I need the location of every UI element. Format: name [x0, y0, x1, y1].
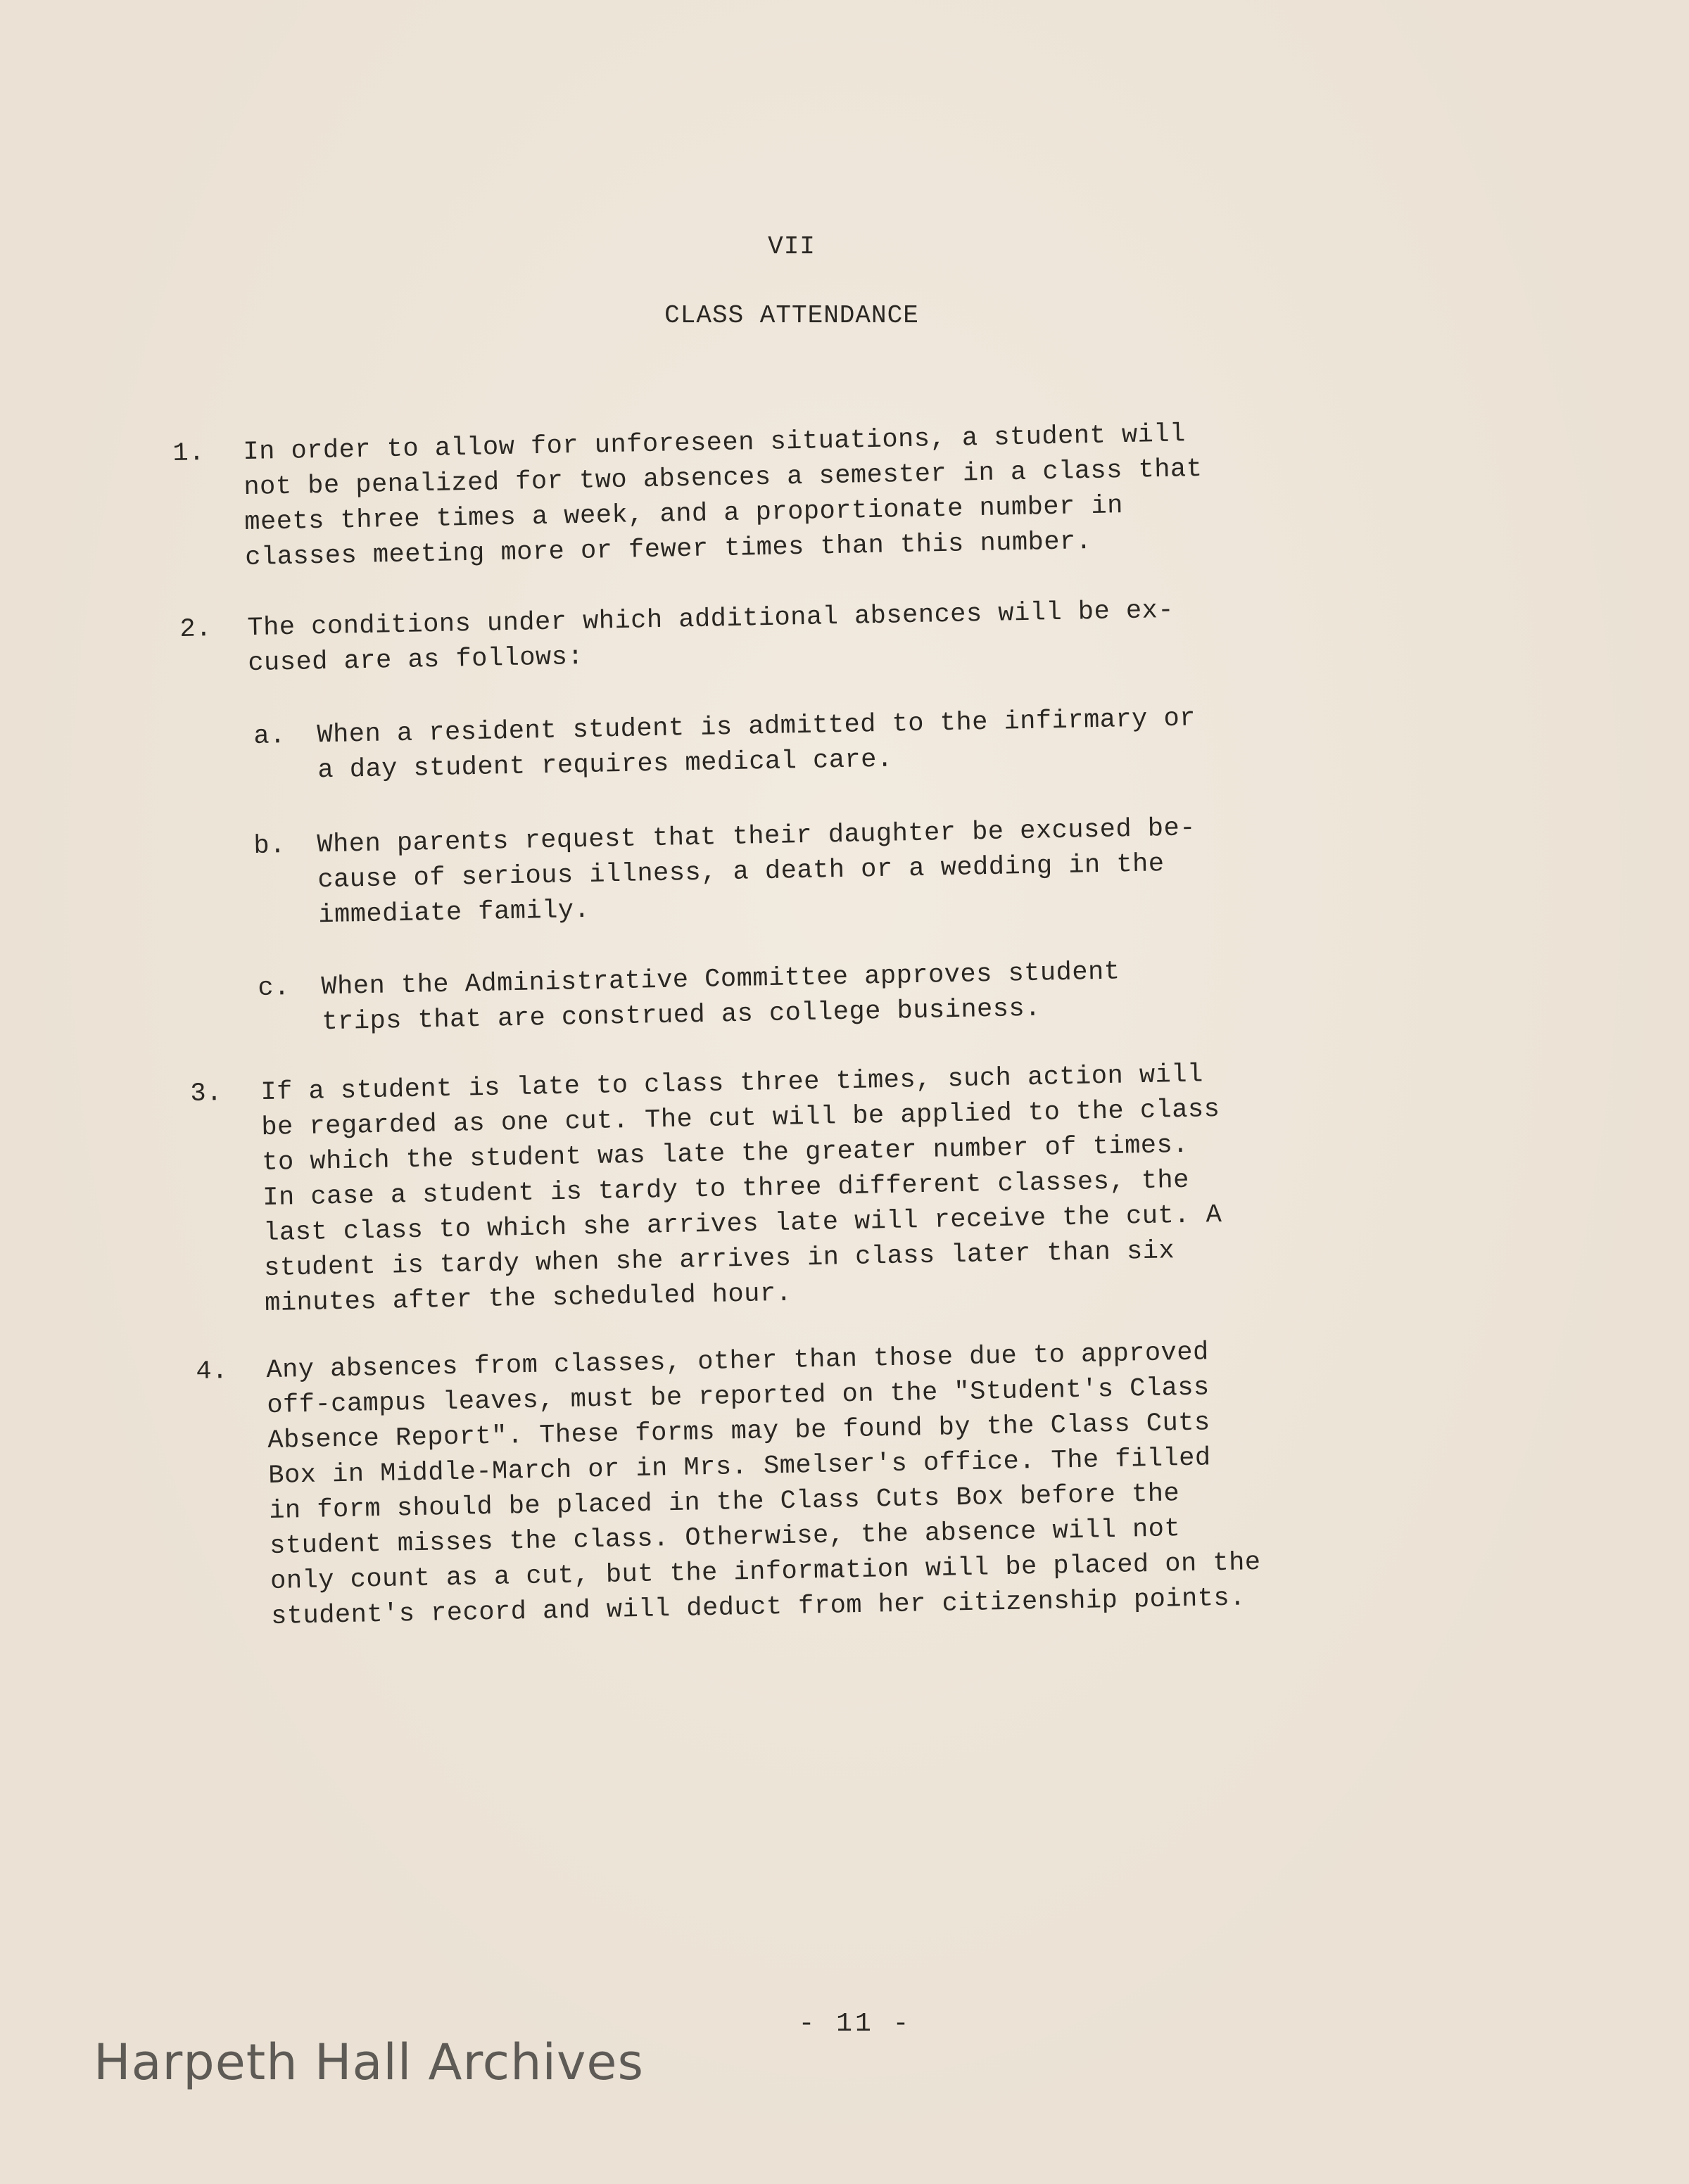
- text-line: When parents request that their daughter be excused be-: [317, 813, 1196, 861]
- text-line: Any absences from classes, other than those due to approved: [266, 1338, 1210, 1386]
- sub-item-text: [317, 811, 1197, 933]
- item-number: 2.: [179, 614, 213, 645]
- sub-item-text: [321, 954, 1121, 1040]
- text-line: In case a student is tardy to three different classes, the: [262, 1165, 1190, 1214]
- rule-item-4: [196, 1334, 1262, 1636]
- item-number: 4.: [196, 1357, 229, 1387]
- item-text: [247, 593, 1175, 681]
- text-line: The conditions under which additional absences will be ex-: [247, 595, 1175, 644]
- text-line: Absence Report". These forms may be found by the Class Cuts: [267, 1408, 1211, 1456]
- archive-watermark: Harpeth Hall Archives: [94, 2033, 644, 2091]
- text-line: not be penalized for two absences a semester in a class that: [243, 454, 1203, 503]
- text-line: classes meeting more or fewer times than this number.: [244, 526, 1092, 573]
- section-title: CLASS ATTENDANCE: [664, 301, 919, 330]
- rule-item-3: [190, 1057, 1224, 1323]
- rule-item-1: [172, 417, 1204, 577]
- item-text: [266, 1334, 1262, 1634]
- text-line: immediate family.: [317, 895, 590, 931]
- text-line: last class to which she arrives late will receive the cut. A: [262, 1200, 1222, 1249]
- text-line: When the Administrative Committee approves student: [321, 957, 1120, 1003]
- text-line: student is tardy when she arrives in class later than six: [263, 1236, 1175, 1284]
- item-number: 3.: [190, 1079, 223, 1109]
- text-line: student misses the class. Otherwise, the absence will not: [269, 1514, 1181, 1562]
- text-line: student's record and will deduct from her citizenship points.: [270, 1583, 1246, 1632]
- item-number: 1.: [172, 438, 205, 469]
- item-text: [243, 417, 1204, 576]
- sub-item-c: [258, 954, 1121, 1041]
- text-line: If a student is late to class three times, such action will: [260, 1060, 1204, 1108]
- sub-item-b: [253, 811, 1197, 934]
- text-line: in form should be placed in the Class Cuts Box before the: [268, 1479, 1180, 1527]
- sub-item-letter: b.: [253, 831, 286, 861]
- page-number: - 11 -: [798, 2009, 912, 2039]
- text-line: cause of serious illness, a death or a wedding in the: [317, 849, 1165, 896]
- sub-item-a: [253, 701, 1196, 789]
- text-line: cused are as follows:: [248, 642, 584, 679]
- text-line: When a resident student is admitted to the infirmary or: [317, 704, 1196, 751]
- text-line: Box in Middle-March or in Mrs. Smelser's office. The filled: [267, 1443, 1212, 1492]
- text-line: meets three times a week, and a proportionate number in: [243, 491, 1124, 538]
- text-line: to which the student was late the greater number of times.: [261, 1130, 1189, 1179]
- text-line: minutes after the scheduled hour.: [264, 1278, 792, 1319]
- text-line: only count as a cut, but the information will be placed on the: [270, 1548, 1261, 1597]
- rule-item-2: [179, 593, 1175, 682]
- item-text: [260, 1057, 1224, 1321]
- text-line: be regarded as one cut. The cut will be applied to the class: [261, 1094, 1220, 1143]
- text-line: trips that are construed as college business.: [322, 993, 1042, 1038]
- sub-item-letter: a.: [253, 721, 286, 751]
- section-number: VII: [768, 232, 816, 261]
- text-line: off-campus leaves, must be reported on the "Student's Class: [267, 1373, 1210, 1421]
- sub-item-letter: c.: [258, 973, 291, 1003]
- text-line: In order to allow for unforeseen situations, a student will: [243, 419, 1187, 468]
- text-line: a day student requires medical care.: [317, 744, 894, 786]
- sub-item-text: [317, 701, 1196, 788]
